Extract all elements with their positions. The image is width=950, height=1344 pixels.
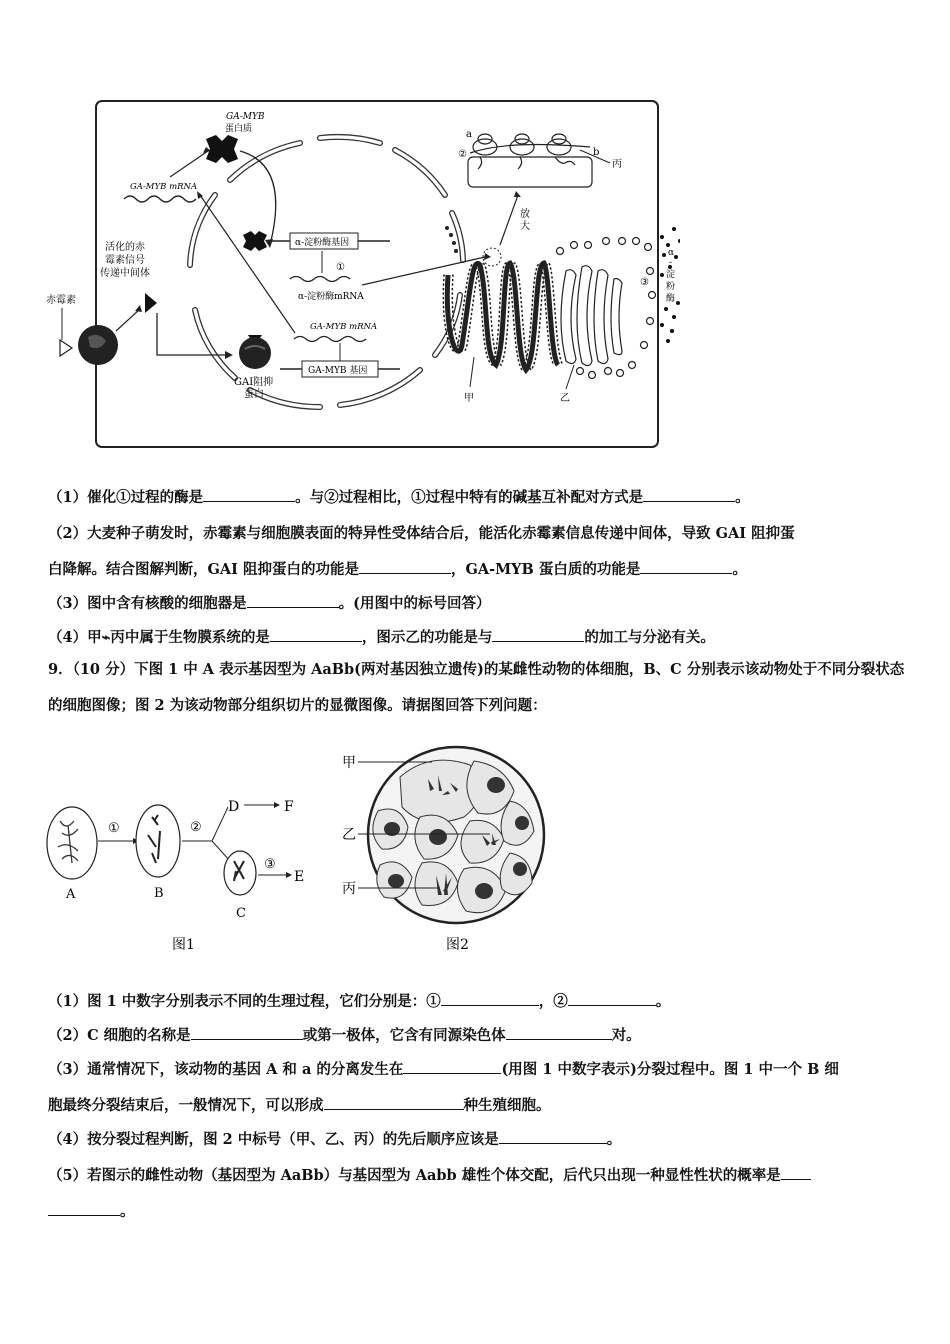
ribosomes bbox=[470, 134, 590, 169]
q9-p3c: 胞最终分裂结束后，一般情况下，可以形成 bbox=[48, 1097, 324, 1114]
q8-l1a: （1）催化①过程的酶是 bbox=[48, 489, 204, 506]
answer-blank[interactable] bbox=[247, 606, 339, 608]
signal-intermediate-triangle bbox=[145, 293, 157, 313]
label-D: D bbox=[228, 799, 240, 815]
q9-p5b: 。 bbox=[120, 1203, 135, 1220]
ga-myb-protein-shape bbox=[206, 135, 238, 163]
answer-blank[interactable] bbox=[203, 500, 295, 502]
q8-line-5 bbox=[48, 626, 715, 647]
answer-blank[interactable] bbox=[48, 1214, 120, 1216]
q8-l1b: 。与②过程相比，①过程中特有的碱基互补配对方式是 bbox=[295, 489, 644, 506]
q8-l4a: （3）图中含有核酸的细胞器是 bbox=[48, 595, 247, 612]
amylase-mrna-label: α-淀粉酶mRNA bbox=[298, 292, 364, 302]
q9-part-5 bbox=[48, 1164, 811, 1185]
label-B: B bbox=[154, 886, 164, 901]
answer-blank[interactable] bbox=[403, 1072, 501, 1074]
q9-p3d: 种生殖细胞。 bbox=[463, 1097, 551, 1114]
answer-blank[interactable] bbox=[191, 1038, 303, 1040]
q9-stem: 9．（10 分）下图 1 中 A 表示基因型为 AaBb(两对基因独立遗传)的某雌性动物的体细胞，B、C 分别表示该动物处于不同分裂状态的细胞图像；图 2 为该动物部分组织切片的显微图像。请据图回答下列问题： bbox=[48, 661, 905, 714]
cell-diagram-figure bbox=[40, 95, 680, 465]
q8-l5b: ，图示乙的功能是与 bbox=[361, 629, 493, 646]
answer-blank[interactable] bbox=[640, 572, 732, 574]
answer-blank[interactable] bbox=[324, 1108, 464, 1110]
answer-blank[interactable] bbox=[441, 1004, 539, 1006]
q9-p2a: （2）C 细胞的名称是 bbox=[48, 1027, 191, 1044]
q8-l1c: 。 bbox=[735, 489, 750, 506]
step1-marker: ① bbox=[336, 262, 345, 273]
amylase-label-1: α bbox=[668, 248, 675, 258]
step1-fig2: ① bbox=[108, 821, 120, 836]
rough-er bbox=[447, 263, 558, 370]
label-C: C bbox=[236, 906, 246, 921]
gai-repressor-protein bbox=[239, 337, 271, 369]
q9-p4a: （4）按分裂过程判断，图 2 中标号（甲、乙、丙）的先后顺序应该是 bbox=[48, 1131, 499, 1148]
fig2-caption: 图2 bbox=[446, 937, 469, 953]
q9-part-3a bbox=[48, 1058, 839, 1079]
q9-part-1 bbox=[48, 990, 670, 1011]
amylase-mrna-wave bbox=[290, 277, 350, 282]
ga-myb-mrna-right-label: GA-MYB mRNA bbox=[310, 322, 378, 332]
amylase-label-4: 粉 bbox=[666, 282, 676, 292]
answer-blank[interactable] bbox=[270, 640, 362, 642]
amylase-gene-label: α-淀粉酶基因 bbox=[295, 238, 350, 248]
q9-part-2 bbox=[48, 1024, 641, 1045]
q8-l3c: 。 bbox=[732, 561, 747, 578]
fig1-caption: 图1 bbox=[172, 937, 195, 953]
label-bing-fig1: 丙 bbox=[612, 159, 622, 170]
q8-l3a: 白降解。结合图解判断，GAI 阻抑蛋白的功能是 bbox=[48, 561, 359, 578]
answer-blank[interactable] bbox=[781, 1178, 811, 1180]
q9-part-5-cont bbox=[48, 1200, 135, 1221]
q9-p5a: （5）若图示的雌性动物（基因型为 AaBb）与基因型为 Aabb 雄性个体交配，后代只出现一种显性性状的概率是 bbox=[48, 1167, 781, 1184]
q9-p3b: (用图 1 中数字表示)分裂过程中。图 1 中一个 B 细 bbox=[501, 1061, 839, 1078]
ga-myb-protein-label: GA-MYB bbox=[226, 112, 265, 122]
activated-intermediate-label-1: 活化的赤 bbox=[105, 242, 145, 253]
q9-p3a: （3）通常情况下，该动物的基因 A 和 a 的分离发生在 bbox=[48, 1061, 404, 1078]
q8-line-2: （2）大麦种子萌发时，赤霉素与细胞膜表面的特异性受体结合后，能活化赤霉素信息传递中间体，导致 GAI 阻抑蛋 bbox=[48, 525, 795, 542]
q8-line-3 bbox=[48, 558, 747, 579]
step3-fig2: ③ bbox=[264, 857, 276, 872]
q8-l5c: 的加工与分泌有关。 bbox=[584, 629, 715, 646]
q8-line-1 bbox=[48, 486, 750, 507]
q8-l5a: （4）甲⌁丙中属于生物膜系统的是 bbox=[48, 629, 270, 646]
q9-p2b: 或第一极体，它含有同源染色体 bbox=[302, 1027, 506, 1044]
enlarge-label-2: 大 bbox=[520, 221, 530, 232]
cell-a bbox=[47, 807, 97, 879]
q9-p1b: ，② bbox=[538, 993, 568, 1010]
q9-p2c: 对。 bbox=[611, 1027, 641, 1044]
q9-part-3b bbox=[48, 1094, 551, 1115]
q9-p1a: （1）图 1 中数字分别表示不同的生理过程，它们分别是：① bbox=[48, 993, 441, 1010]
q8-l3b: ，GA-MYB 蛋白质的功能是 bbox=[450, 561, 641, 578]
answer-blank[interactable] bbox=[568, 1004, 656, 1006]
q9-part-4 bbox=[48, 1128, 621, 1149]
label-yi-fig2: 乙 bbox=[342, 827, 356, 843]
q8-line-4 bbox=[48, 592, 490, 613]
ga-myb-mrna-left-label: GA-MYB mRNA bbox=[130, 182, 198, 192]
gibberellin-triangle bbox=[60, 340, 72, 356]
step2-marker: ② bbox=[458, 149, 467, 160]
gai-label-1: GAI阻抑 bbox=[234, 377, 274, 388]
q9-p4b: 。 bbox=[606, 1131, 622, 1148]
label-b: b bbox=[593, 147, 600, 158]
ga-myb-protein-label-2: 蛋白质 bbox=[225, 124, 253, 134]
step3-marker: ③ bbox=[640, 277, 649, 288]
label-E: E bbox=[294, 869, 305, 885]
answer-blank[interactable] bbox=[643, 500, 735, 502]
activated-intermediate-label-3: 传递中间体 bbox=[100, 268, 150, 279]
cell-division-figure bbox=[40, 735, 560, 960]
label-a: a bbox=[466, 129, 472, 140]
gai-label-2: 蛋白 bbox=[244, 389, 264, 400]
q9-p1c: 。 bbox=[655, 993, 671, 1010]
label-yi-fig1: 乙 bbox=[560, 393, 570, 404]
label-jia-fig2: 甲 bbox=[342, 755, 356, 771]
ga-myb-mrna-left-wave bbox=[124, 196, 196, 202]
inset-er-box bbox=[468, 157, 592, 187]
enlarge-label-1: 放 bbox=[520, 209, 530, 220]
answer-blank[interactable] bbox=[359, 572, 451, 574]
label-A: A bbox=[66, 887, 76, 902]
answer-blank[interactable] bbox=[506, 1038, 612, 1040]
amylase-label-5: 酶 bbox=[666, 294, 676, 304]
gibberellin-label: 赤霉素 bbox=[46, 295, 76, 306]
label-F: F bbox=[284, 799, 294, 815]
q8-l4b: 。(用图中的标号回答） bbox=[338, 595, 491, 612]
activated-intermediate-label-2: 霉素信号 bbox=[105, 255, 145, 266]
label-bing-fig2: 丙 bbox=[342, 881, 356, 897]
label-jia-fig1: 甲 bbox=[464, 393, 474, 404]
amylase-label-2: - bbox=[669, 258, 673, 268]
answer-blank[interactable] bbox=[492, 640, 584, 642]
amylase-label-3: 淀 bbox=[666, 270, 676, 280]
answer-blank[interactable] bbox=[499, 1142, 607, 1144]
golgi-apparatus bbox=[561, 266, 622, 366]
step2-fig2: ② bbox=[190, 820, 202, 835]
arrow-mrna-to-protein bbox=[170, 151, 208, 177]
ga-myb-gene-label: GA-MYB 基因 bbox=[308, 366, 368, 376]
